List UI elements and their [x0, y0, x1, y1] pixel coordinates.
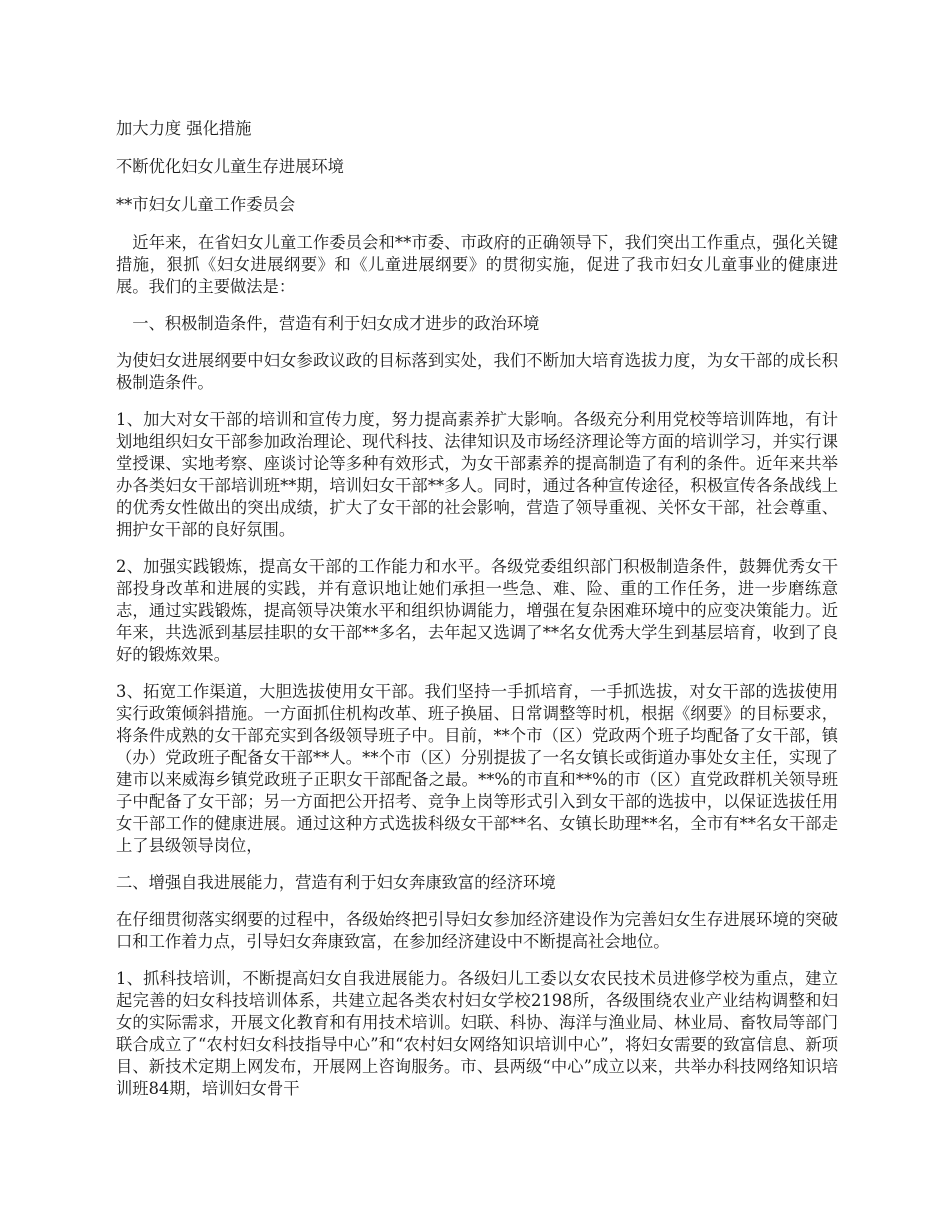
- paragraph: 2、加强实践锻炼，提高女干部的工作能力和水平。各级党委组织部门积极制造条件，鼓舞优秀女干部投身改革和进展的实践，并有意识地让她们承担一些急、难、险、重的工作任务，进一步磨练意志，通过实践锻炼，提高领导决策水平和组织协调能力，增强在复杂困难环境中的应变决策能力。近年来，共选派到基层挂职的女干部**多名，去年起又选调了**名女优秀大学生到基层培育，收到了良好的锻炼效果。: [116, 557, 838, 664]
- author-line: **市妇女儿童工作委员会: [116, 195, 296, 214]
- section-heading-2: 二、增强自我进展能力，营造有利于妇女奔康致富的经济环境: [116, 873, 556, 892]
- paragraph-intro: 近年来，在省妇女儿童工作委员会和**市委、市政府的正确领导下，我们突出工作重点，强化关键措施，狠抓《妇女进展纲要》和《儿童进展纲要》的贯彻实施，促进了我市妇女儿童事业的健康进展。我们的主要做法是：: [116, 233, 838, 296]
- title-line-1: 加大力度 强化措施: [116, 119, 252, 138]
- paragraph: 为使妇女进展纲要中妇女参政议政的目标落到实处，我们不断加大培育选拔力度，为女干部的成长积极制造条件。: [116, 351, 838, 392]
- paragraph: 在仔细贯彻落实纲要的过程中，各级始终把引导妇女参加经济建设作为完善妇女生存进展环境的突破口和工作着力点，引导妇女奔康致富，在参加经济建设中不断提高社会地位。: [116, 910, 838, 951]
- document-body: [116, 118, 838, 1115]
- paragraph: 1、加大对女干部的培训和宣传力度，努力提高素养扩大影响。各级充分利用党校等培训阵地，有计划地组织妇女干部参加政治理论、现代科技、法律知识及市场经济理论等方面的培训学习，并实行课堂授课、实地考察、座谈讨论等多种有效形式，为女干部素养的提高制造了有利的条件。近年来共举办各类妇女干部培训班**期，培训妇女干部**多人。同时，通过各种宣传途径，积极宣传各条战线上的优秀女性做出的突出成绩，扩大了女干部的社会影响，营造了领导重视、关怀女干部，社会尊重、拥护女干部的良好氛围。: [116, 410, 838, 539]
- paragraph: 1、抓科技培训，不断提高妇女自我进展能力。各级妇儿工委以女农民技术员进修学校为重点，建立起完善的妇女科技培训体系，共建立起各类农村妇女学校2198所，各级围绕农业产业结构调整和妇女的实际需求，开展文化教育和有用技术培训。妇联、科协、海洋与渔业局、林业局、畜牧局等部门联合成立了“农村妇女科技指导中心”和“农村妇女网络知识培训中心”，将妇女需要的致富信息、新项目、新技术定期上网发布，开展网上咨询服务。市、县两级“中心”成立以来，共举办科技网络知识培训班84期，培训妇女骨干: [116, 969, 838, 1098]
- title-line-2: 不断优化妇女儿童生存进展环境: [116, 157, 344, 176]
- paragraph: 3、拓宽工作渠道，大胆选拔使用女干部。我们坚持一手抓培育，一手抓选拔，对女干部的选拔使用实行政策倾斜措施。一方面抓住机构改革、班子换届、日常调整等时机，根据《纲要》的目标要求，将条件成熟的女干部充实到各级领导班子中。目前，**个市（区）党政两个班子均配备了女干部，镇（办）党政班子配备女干部**人。**个市（区）分别提拔了一名女镇长或街道办事处女主任，实现了建市以来威海乡镇党政班子正职女干部配备之最。**%的市直和**%的市（区）直党政群机关领导班子中配备了女干部；另一方面把公开招考、竞争上岗等形式引入到女干部的选拔中，以保证选拔任用女干部工作的健康进展。通过这种方式选拔科级女干部**名、女镇长助理**名，全市有**名女干部走上了县级领导岗位，: [116, 682, 838, 855]
- section-heading-1: 一、积极制造条件，营造有利于妇女成才进步的政治环境: [132, 314, 540, 333]
